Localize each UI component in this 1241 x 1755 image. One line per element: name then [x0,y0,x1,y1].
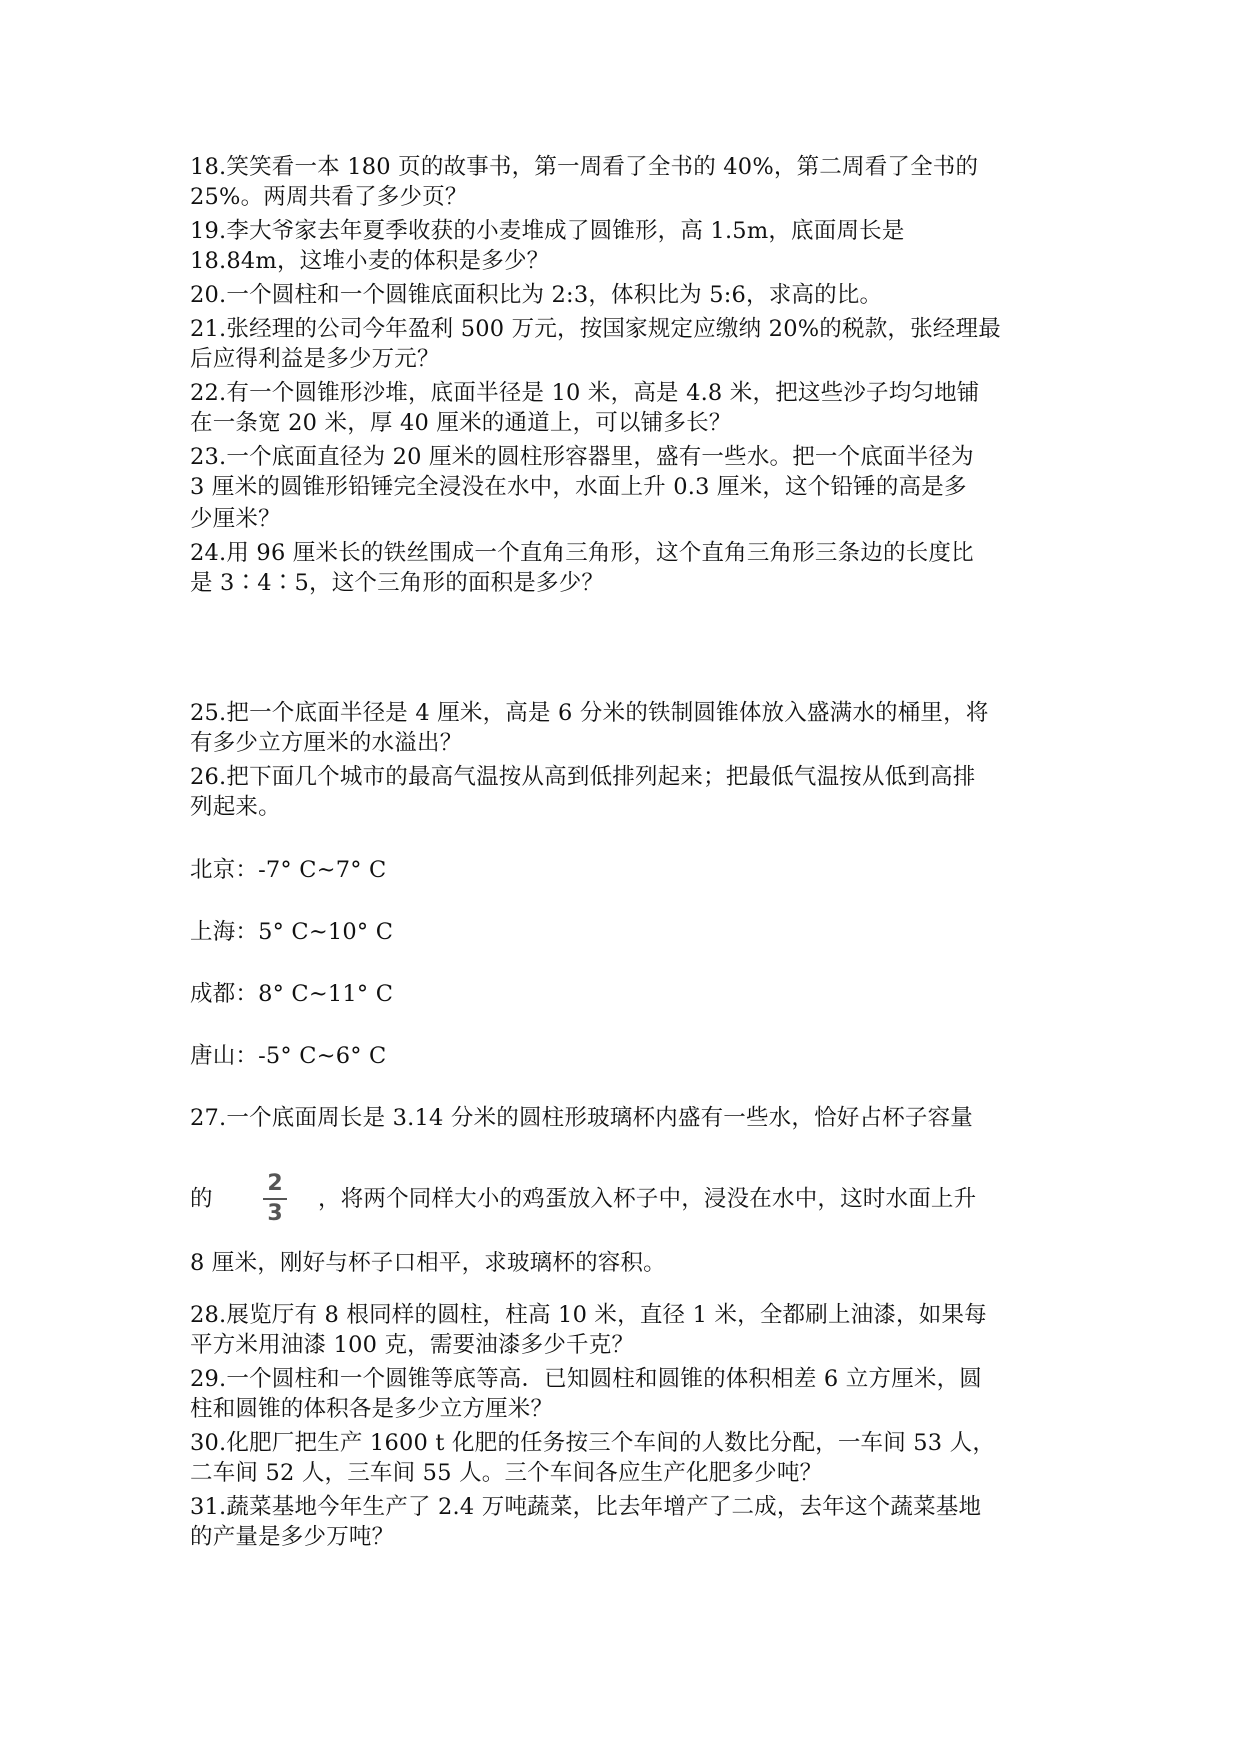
problem-19-line-2: 18.84m，这堆小麦的体积是多少？ [190,248,550,274]
problem-24-line-2: 是 3∶4∶5，这个三角形的面积是多少？ [190,570,605,596]
fraction-bar [263,1198,287,1200]
problem-25-line-1: 25.把一个底面半径是 4 厘米，高是 6 分米的铁制圆锥体放入盛满水的桶里，将 [190,700,989,726]
problem-26-line-2: 列起来。 [190,794,281,820]
problem-29-line-1: 29.一个圆柱和一个圆锥等底等高．已知圆柱和圆锥的体积相差 6 立方厘米，圆 [190,1366,983,1392]
temperature-beijing: 北京：-7° C~7° C [190,857,387,883]
problem-22-line-1: 22.有一个圆锥形沙堆，底面半径是 10 米，高是 4.8 米，把这些沙子均匀地铺 [190,380,980,406]
problem-31-line-1: 31.蔬菜基地今年生产了 2.4 万吨蔬菜，比去年增产了二成，去年这个蔬菜基地 [190,1494,982,1520]
problem-29-line-2: 柱和圆锥的体积各是多少立方厘米？ [190,1396,554,1422]
problem-23-line-2: 3 厘米的圆锥形铅锤完全浸没在水中，水面上升 0.3 厘米，这个铅锤的高是多 [190,474,967,500]
problem-24-line-1: 24.用 96 厘米长的铁丝围成一个直角三角形，这个直角三角形三条边的长度比 [190,540,974,566]
fraction-numerator: 2 [267,1171,283,1196]
problem-22-line-2: 在一条宽 20 米，厚 40 厘米的通道上，可以铺多长？ [190,410,732,436]
problem-18-line-1: 18.笑笑看一本 180 页的故事书，第一周看了全书的 40%，第二周看了全书的 [190,154,979,180]
fraction-denominator: 3 [267,1201,283,1226]
problem-31-line-2: 的产量是多少万吨？ [190,1524,395,1550]
problem-25-line-2: 有多少立方厘米的水溢出？ [190,730,463,756]
problem-30-line-2: 二车间 52 人，三车间 55 人。三个车间各应生产化肥多少吨？ [190,1460,823,1486]
problem-19-line-1: 19.李大爷家去年夏季收获的小麦堆成了圆锥形，高 1.5m，底面周长是 [190,218,905,244]
temperature-chengdu: 成都：8° C~11° C [190,981,394,1007]
problem-23-line-1: 23.一个底面直径为 20 厘米的圆柱形容器里，盛有一些水。把一个底面半径为 [190,444,974,470]
problem-27-line-2-rest: ，将两个同样大小的鸡蛋放入杯子中，浸没在水中，这时水面上升 [318,1186,977,1212]
problem-20-line-1: 20.一个圆柱和一个圆锥底面积比为 2:3，体积比为 5:6，求高的比。 [190,282,883,308]
problem-30-line-1: 30.化肥厂把生产 1600 t 化肥的任务按三个车间的人数比分配，一车间 53 人， [190,1430,996,1456]
problem-27-line-2-start: 的 [190,1186,213,1212]
problem-18-line-2: 25%。两周共看了多少页？ [190,184,468,210]
problem-27-line-1: 27.一个底面周长是 3.14 分米的圆柱形玻璃杯内盛有一些水，恰好占杯子容量 [190,1105,973,1131]
temperature-tangshan: 唐山：-5° C~6° C [190,1043,387,1069]
problem-26-line-1: 26.把下面几个城市的最高气温按从高到低排列起来；把最低气温按从低到高排 [190,764,976,790]
temperature-shanghai: 上海：5° C~10° C [190,919,394,945]
problem-23-line-3: 少厘米？ [190,506,281,532]
problem-21-line-1: 21.张经理的公司今年盈利 500 万元，按国家规定应缴纳 20%的税款，张经理最 [190,316,1001,342]
problem-28-line-1: 28.展览厅有 8 根同样的圆柱，柱高 10 米，直径 1 米，全都刷上油漆，如果每 [190,1302,987,1328]
problem-21-line-2: 后应得利益是多少万元？ [190,346,440,372]
problem-27-line-3: 8 厘米，刚好与杯子口相平，求玻璃杯的容积。 [190,1250,666,1276]
problem-28-line-2: 平方米用油漆 100 克，需要油漆多少千克？ [190,1332,635,1358]
fraction-two-thirds [262,1172,288,1226]
